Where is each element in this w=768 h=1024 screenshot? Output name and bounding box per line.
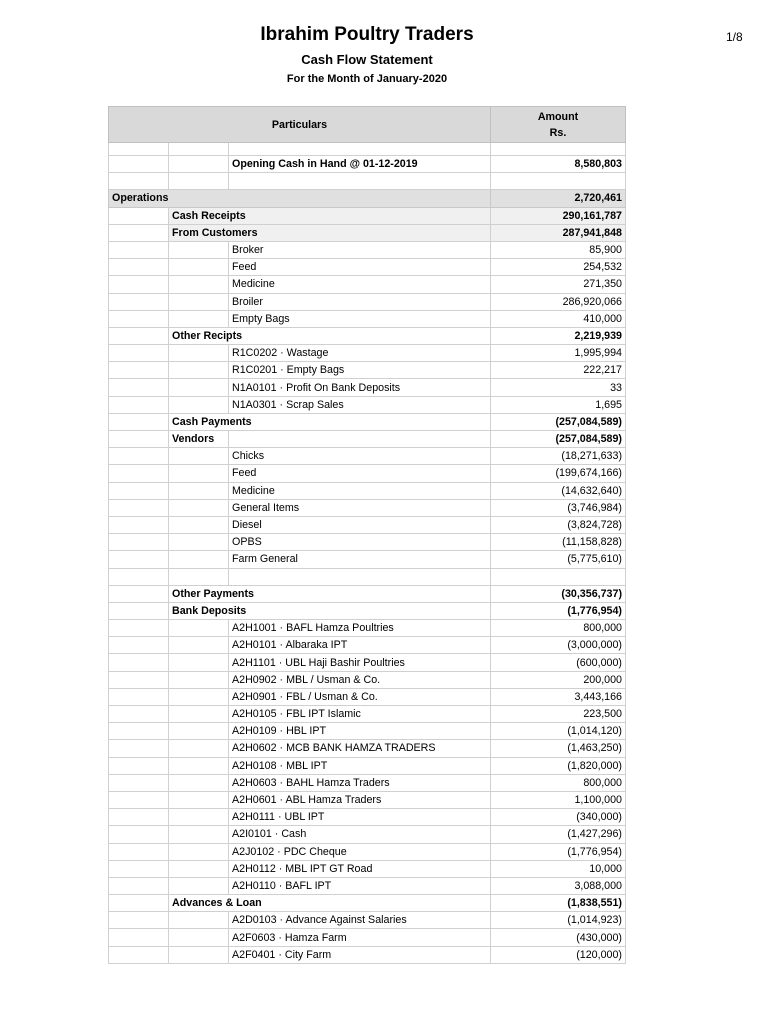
line-item-label: A2H0603 · BAHL Hamza Traders [229, 774, 491, 791]
line-item-amount: (3,824,728) [491, 516, 626, 533]
line-item-label: Feed [229, 465, 491, 482]
line-item-amount: 85,900 [491, 241, 626, 258]
line-item-label: A2F0603 · Hamza Farm [229, 929, 491, 946]
line-item-row [109, 241, 626, 258]
line-item-row [109, 706, 626, 723]
table-body [109, 143, 626, 964]
line-item-amount: 410,000 [491, 310, 626, 327]
spacer-row [109, 143, 626, 156]
other-payments-label: Other Payments [169, 585, 491, 602]
line-item-label: N1A0301 · Scrap Sales [229, 396, 491, 413]
cash-receipts-label: Cash Receipts [169, 207, 491, 224]
line-item-row [109, 465, 626, 482]
from-customers-row [109, 224, 626, 241]
line-item-row [109, 654, 626, 671]
line-item-amount: 271,350 [491, 276, 626, 293]
line-item-label: A2H0101 · Albaraka IPT [229, 637, 491, 654]
vendors-row [109, 431, 626, 448]
line-item-label: A2I0101 · Cash [229, 826, 491, 843]
spacer-row [109, 173, 626, 190]
line-item-label: A2D0103 · Advance Against Salaries [229, 912, 491, 929]
opening-cash-label: Opening Cash in Hand @ 01-12-2019 [229, 156, 491, 173]
line-item-label: A2H0902 · MBL / Usman & Co. [229, 671, 491, 688]
line-item-label: R1C0202 · Wastage [229, 345, 491, 362]
line-item-amount: 1,100,000 [491, 791, 626, 808]
from-customers-label: From Customers [169, 224, 491, 241]
line-item-label: Medicine [229, 482, 491, 499]
advances-amount: (1,838,551) [491, 895, 626, 912]
line-item-label: A2H0105 · FBL IPT Islamic [229, 706, 491, 723]
operations-amount: 2,720,461 [491, 190, 626, 207]
line-item-label: OPBS [229, 534, 491, 551]
line-item-amount: (1,463,250) [491, 740, 626, 757]
other-payments-row [109, 585, 626, 602]
line-item-row [109, 809, 626, 826]
line-item-row [109, 946, 626, 963]
line-item-label: Diesel [229, 516, 491, 533]
line-item-label: A2H0111 · UBL IPT [229, 809, 491, 826]
line-item-row [109, 276, 626, 293]
line-item-label: A2H0601 · ABL Hamza Traders [229, 791, 491, 808]
statement-title: Cash Flow Statement [301, 52, 433, 67]
line-item-amount: (1,014,923) [491, 912, 626, 929]
line-item-label: General Items [229, 499, 491, 516]
line-item-row [109, 293, 626, 310]
line-item-label: A2H0108 · MBL IPT [229, 757, 491, 774]
opening-cash-row [109, 156, 626, 173]
other-receipts-row [109, 327, 626, 344]
line-item-amount: (1,820,000) [491, 757, 626, 774]
line-item-amount: (199,674,166) [491, 465, 626, 482]
line-item-label: Empty Bags [229, 310, 491, 327]
statement-period: For the Month of January-2020 [286, 73, 448, 85]
line-item-label: Medicine [229, 276, 491, 293]
line-item-row [109, 912, 626, 929]
line-item-amount: (3,000,000) [491, 637, 626, 654]
line-item-amount: 33 [491, 379, 626, 396]
line-item-amount: 800,000 [491, 620, 626, 637]
other-receipts-label: Other Recipts [169, 327, 491, 344]
line-item-row [109, 534, 626, 551]
from-customers-amount: 287,941,848 [491, 224, 626, 241]
line-item-row [109, 551, 626, 568]
line-item-amount: (18,271,633) [491, 448, 626, 465]
line-item-row [109, 826, 626, 843]
cash-receipts-row [109, 207, 626, 224]
advances-label: Advances & Loan [169, 895, 491, 912]
line-item-amount: 223,500 [491, 706, 626, 723]
cash-flow-table [108, 106, 626, 964]
cash-payments-row [109, 413, 626, 430]
line-item-row [109, 516, 626, 533]
line-item-label: A2H0602 · MCB BANK HAMZA TRADERS [229, 740, 491, 757]
line-item-amount: 10,000 [491, 860, 626, 877]
line-item-label: A2F0401 · City Farm [229, 946, 491, 963]
header-amount [491, 107, 626, 143]
line-item-label: N1A0101 · Profit On Bank Deposits [229, 379, 491, 396]
line-item-row [109, 259, 626, 276]
line-item-amount: 222,217 [491, 362, 626, 379]
line-item-row [109, 620, 626, 637]
line-item-row [109, 723, 626, 740]
line-item-row [109, 688, 626, 705]
line-item-label: A2H0112 · MBL IPT GT Road [229, 860, 491, 877]
bank-deposits-amount: (1,776,954) [491, 602, 626, 619]
spacer-row [109, 568, 626, 585]
line-item-amount: (600,000) [491, 654, 626, 671]
line-item-row [109, 740, 626, 757]
page-number: 1/8 [726, 30, 743, 44]
line-item-amount: 3,443,166 [491, 688, 626, 705]
line-item-amount: (340,000) [491, 809, 626, 826]
company-name: Ibrahim Poultry Traders [260, 24, 474, 45]
line-item-row [109, 379, 626, 396]
line-item-label: A2H1101 · UBL Haji Bashir Poultries [229, 654, 491, 671]
line-item-amount: 1,995,994 [491, 345, 626, 362]
line-item-row [109, 843, 626, 860]
line-item-row [109, 362, 626, 379]
line-item-label: Broiler [229, 293, 491, 310]
other-payments-amount: (30,356,737) [491, 585, 626, 602]
line-item-label: Farm General [229, 551, 491, 568]
line-item-amount: 200,000 [491, 671, 626, 688]
line-item-amount: (120,000) [491, 946, 626, 963]
line-item-row [109, 310, 626, 327]
line-item-row [109, 671, 626, 688]
line-item-row [109, 929, 626, 946]
bank-deposits-label: Bank Deposits [169, 602, 491, 619]
line-item-row [109, 637, 626, 654]
line-item-label: A2H0901 · FBL / Usman & Co. [229, 688, 491, 705]
cash-payments-label: Cash Payments [169, 413, 491, 430]
cash-receipts-amount: 290,161,787 [491, 207, 626, 224]
line-item-row [109, 860, 626, 877]
line-item-amount: 800,000 [491, 774, 626, 791]
operations-row [109, 190, 626, 207]
line-item-label: Broker [229, 241, 491, 258]
other-receipts-amount: 2,219,939 [491, 327, 626, 344]
advances-row [109, 895, 626, 912]
operations-label: Operations [109, 190, 491, 207]
line-item-row [109, 396, 626, 413]
line-item-amount: (430,000) [491, 929, 626, 946]
cash-payments-amount: (257,084,589) [491, 413, 626, 430]
vendors-label: Vendors [169, 431, 229, 448]
line-item-label: A2J0102 · PDC Cheque [229, 843, 491, 860]
bank-deposits-row [109, 602, 626, 619]
header-currency-label: Rs. [549, 126, 567, 139]
line-item-row [109, 499, 626, 516]
line-item-amount: (1,427,296) [491, 826, 626, 843]
line-item-label: A2H1001 · BAFL Hamza Poultries [229, 620, 491, 637]
line-item-row [109, 482, 626, 499]
header-amount-label: Amount [537, 110, 579, 123]
line-item-amount: 1,695 [491, 396, 626, 413]
header-particulars: Particulars [109, 107, 491, 143]
vendors-amount: (257,084,589) [491, 431, 626, 448]
line-item-label: Feed [229, 259, 491, 276]
line-item-row [109, 877, 626, 894]
line-item-amount: (14,632,640) [491, 482, 626, 499]
table-header [109, 107, 626, 143]
line-item-row [109, 345, 626, 362]
line-item-amount: (1,014,120) [491, 723, 626, 740]
line-item-label: R1C0201 · Empty Bags [229, 362, 491, 379]
line-item-amount: 254,532 [491, 259, 626, 276]
line-item-label: A2H0109 · HBL IPT [229, 723, 491, 740]
line-item-row [109, 774, 626, 791]
line-item-row [109, 791, 626, 808]
line-item-amount: (1,776,954) [491, 843, 626, 860]
line-item-row [109, 757, 626, 774]
line-item-amount: (3,746,984) [491, 499, 626, 516]
line-item-amount: 3,088,000 [491, 877, 626, 894]
line-item-amount: (11,158,828) [491, 534, 626, 551]
line-item-label: A2H0110 · BAFL IPT [229, 877, 491, 894]
line-item-amount: (5,775,610) [491, 551, 626, 568]
line-item-row [109, 448, 626, 465]
line-item-amount: 286,920,066 [491, 293, 626, 310]
line-item-label: Chicks [229, 448, 491, 465]
opening-cash-amount: 8,580,803 [491, 156, 626, 173]
